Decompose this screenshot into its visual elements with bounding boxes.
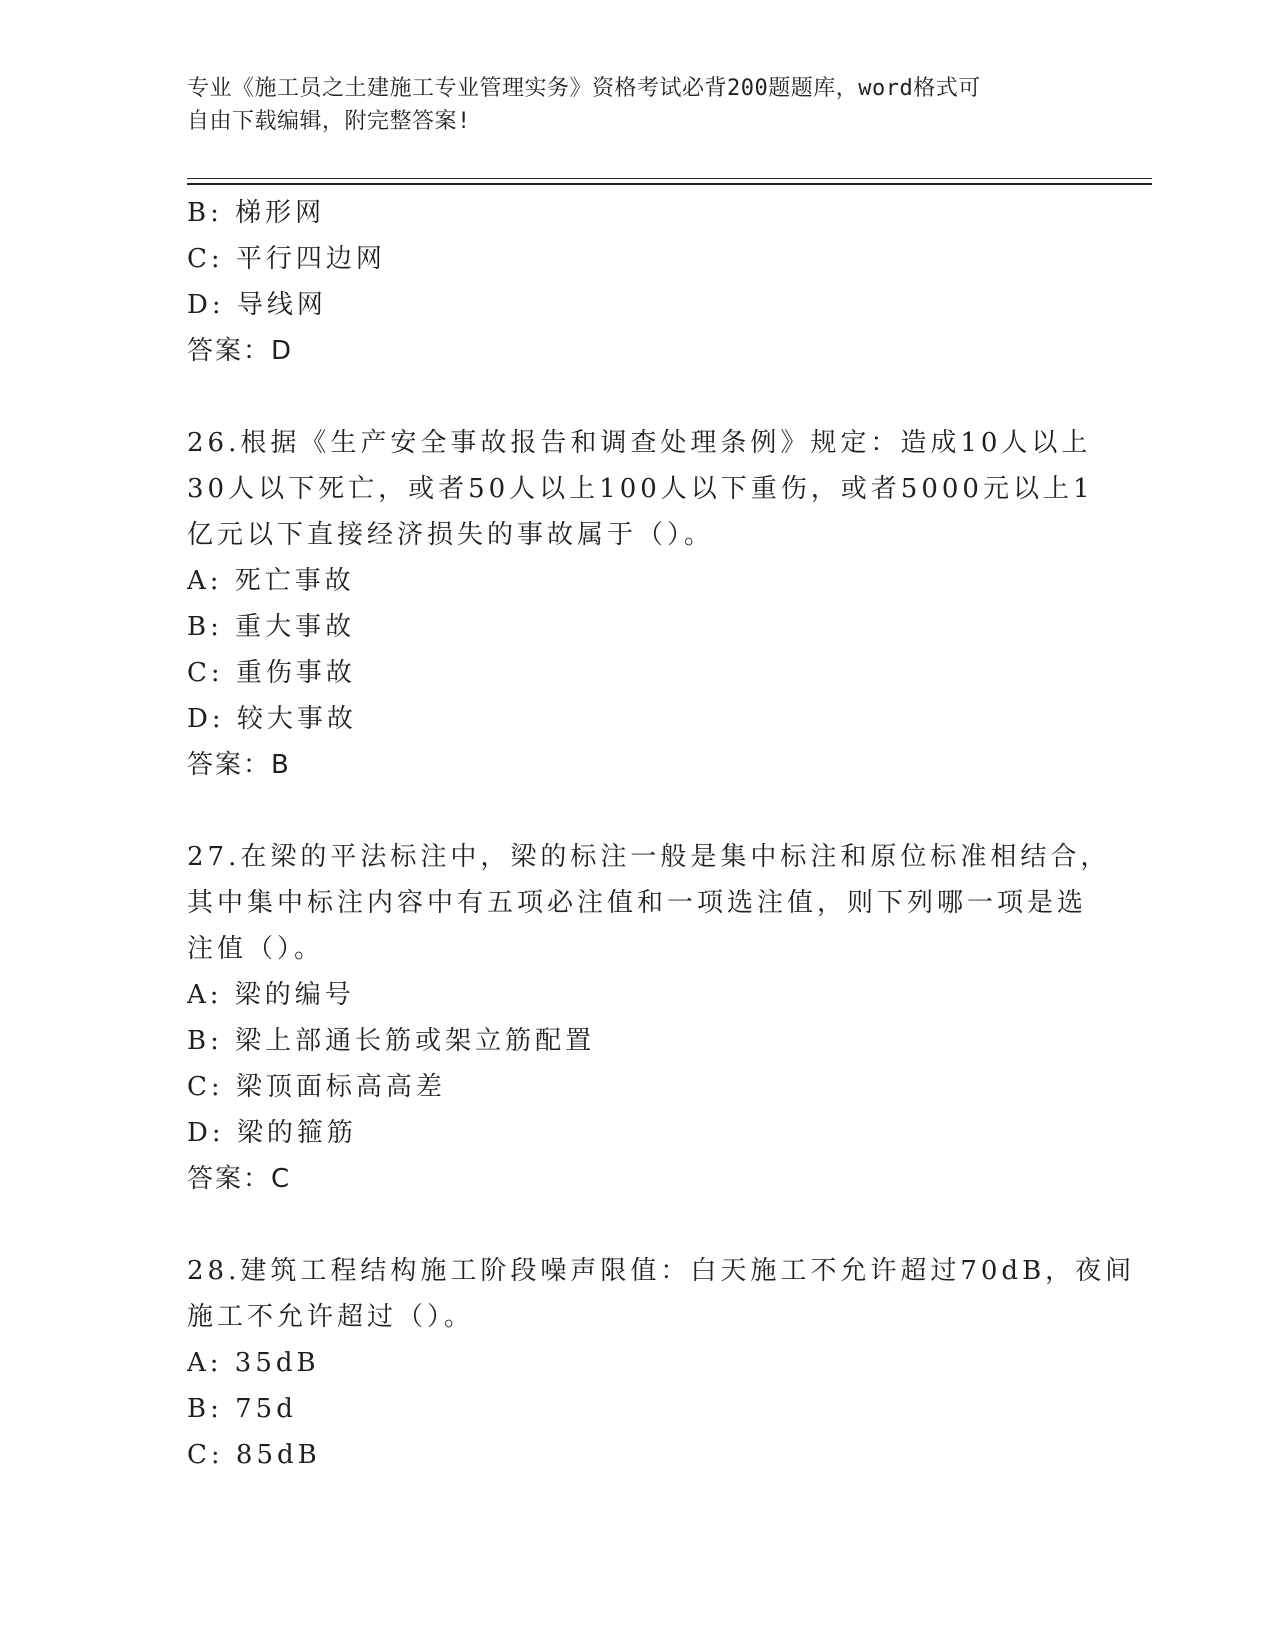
- header-divider-thick: [187, 183, 1152, 185]
- option-a: A: 死亡事故: [187, 566, 355, 596]
- option-a: A: 35dB: [187, 1348, 320, 1378]
- option-b: B: 重大事故: [187, 612, 356, 642]
- answer-line: 答案：B: [187, 750, 291, 780]
- option-a: A: 梁的编号: [187, 980, 355, 1010]
- spacer: [187, 1202, 1107, 1248]
- option-d: D: 梁的箍筋: [187, 1118, 357, 1148]
- option-c: C: 85dB: [187, 1440, 321, 1470]
- header-line-1: 专业《施工员之土建施工专业管理实务》资格考试必背200题题库，word格式可: [187, 76, 981, 101]
- question-stem-line: 其中集中标注内容中有五项必注值和一项选注值，则下列哪一项是选: [187, 888, 1088, 918]
- option-d: D: 导线网: [187, 290, 327, 320]
- answer-line: 答案：D: [187, 336, 294, 366]
- document-header: [187, 72, 1087, 138]
- option-b: B: 梁上部通长筋或架立筋配置: [187, 1026, 596, 1056]
- document-body: [187, 190, 1136, 1478]
- question-stem-line: 26.根据《生产安全事故报告和调查处理条例》规定：造成10人以上: [187, 428, 1092, 458]
- spacer: [187, 374, 1107, 420]
- question-stem-line: 30人以下死亡，或者50人以上100人以下重伤，或者5000元以上1: [187, 474, 1094, 504]
- question-stem-line: 27.在梁的平法标注中，梁的标注一般是集中标注和原位标准相结合，: [187, 842, 1111, 872]
- question-stem-line: 注值（）。: [187, 934, 325, 964]
- question-stem-line: 28.建筑工程结构施工阶段噪声限值：白天施工不允许超过70dB，夜间: [187, 1256, 1136, 1286]
- header-line-2: 自由下载编辑，附完整答案!: [187, 109, 471, 134]
- option-b: B: 75d: [187, 1394, 297, 1424]
- option-b: B: 梯形网: [187, 198, 326, 228]
- question-stem-line: 亿元以下直接经济损失的事故属于（）。: [187, 520, 715, 550]
- header-divider-thin: [187, 178, 1152, 179]
- option-c: C: 重伤事故: [187, 658, 356, 688]
- answer-line: 答案：C: [187, 1164, 292, 1194]
- option-d: D: 较大事故: [187, 704, 357, 734]
- option-c: C: 梁顶面标高高差: [187, 1072, 446, 1102]
- question-28: [187, 1248, 1136, 1478]
- question-25-continued: [187, 190, 1107, 374]
- question-27: [187, 834, 1111, 1202]
- option-c: C: 平行四边网: [187, 244, 386, 274]
- spacer: [187, 788, 1107, 834]
- question-26: [187, 420, 1107, 788]
- question-stem-line: 施工不允许超过（）。: [187, 1302, 475, 1332]
